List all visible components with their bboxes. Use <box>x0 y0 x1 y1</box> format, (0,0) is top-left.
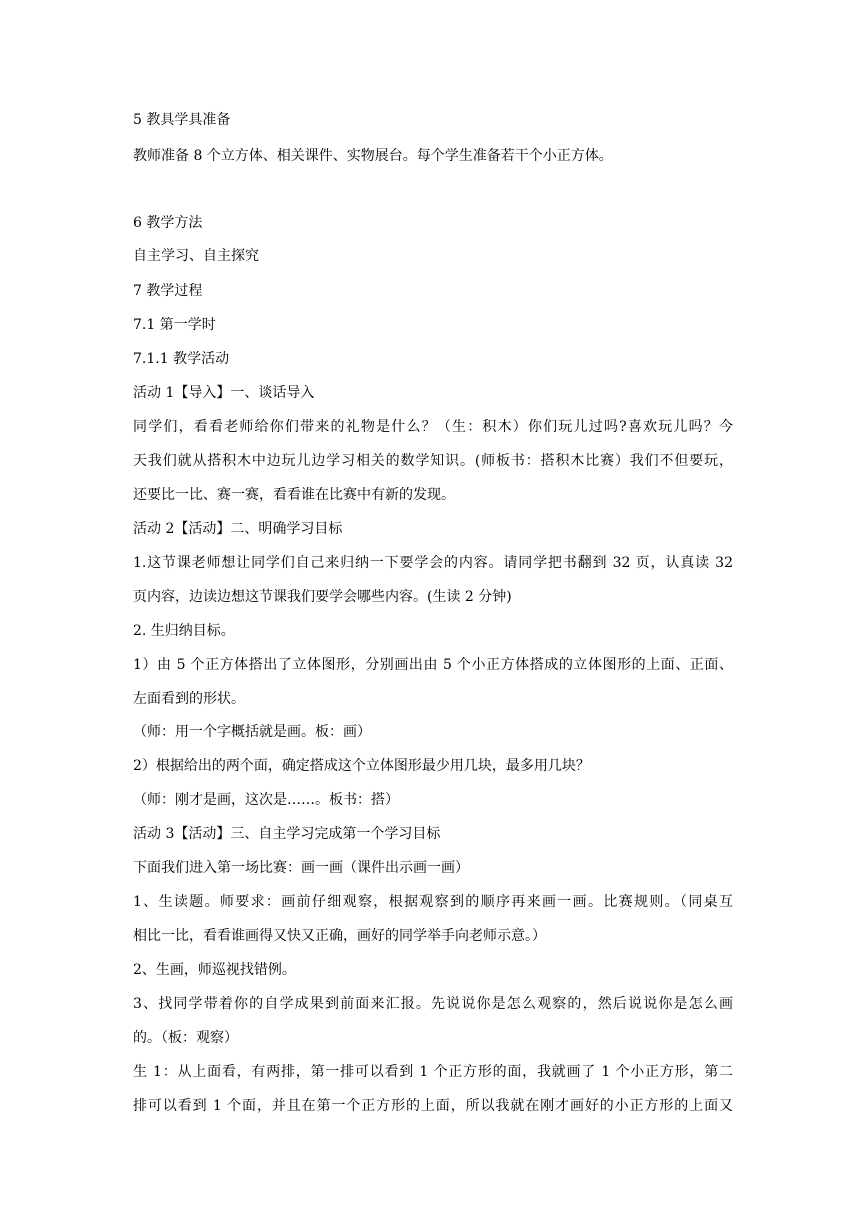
paragraph-line: 天我们就从搭积木中边玩儿边学习相关的数学知识。(师板书：搭积木比赛）我们不但要玩， <box>133 453 733 469</box>
paragraph-line: （师：用一个字概括就是画。板：画） <box>133 724 371 740</box>
paragraph-line: 下面我们进入第一场比赛：画一画（课件出示画一画） <box>133 860 469 876</box>
section-heading-materials: 5 教具学具准备 <box>133 112 231 128</box>
subsection-heading: 7.1.1 教学活动 <box>133 351 230 367</box>
paragraph-line: 同学们，看看老师给你们带来的礼物是什么？（生：积木）你们玩儿过吗?喜欢玩儿吗？今 <box>133 419 733 435</box>
paragraph-line: 1）由 5 个正方体搭出了立体图形，分别画出由 5 个小正方体搭成的立体图形的上面、正面、 <box>133 657 733 673</box>
paragraph-line: 生 1：从上面看，有两排，第一排可以看到 1 个正方形的面，我就画了 1 个小正方形，第二 <box>133 1064 733 1080</box>
paragraph-line: 排可以看到 1 个面，并且在第一个正方形的上面，所以我就在刚才画好的小正方形的上面又 <box>133 1098 733 1114</box>
section-heading-methods: 6 教学方法 <box>133 215 203 231</box>
activity-heading: 活动 1【导入】一、谈话导入 <box>133 385 315 401</box>
paragraph-line: 3、找同学带着你的自学成果到前面来汇报。先说说你是怎么观察的，然后说说你是怎么画 <box>133 996 733 1012</box>
subsection-heading: 7.1 第一学时 <box>133 317 216 333</box>
paragraph-line: 的。（板：观察） <box>133 1030 238 1046</box>
paragraph-line: 自主学习、自主探究 <box>133 248 259 264</box>
activity-heading: 活动 2【活动】二、明确学习目标 <box>133 521 343 537</box>
paragraph-line: 相比一比，看看谁画得又快又正确，画好的同学举手向老师示意。） <box>133 928 546 944</box>
activity-heading: 活动 3【活动】三、自主学习完成第一个学习目标 <box>133 826 441 842</box>
paragraph-line: 1.这节课老师想让同学们自己来归纳一下要学会的内容。请同学把书翻到 32 页，认真读 32 <box>133 555 733 571</box>
paragraph-line: （师：刚才是画，这次是……。板书：搭） <box>133 792 399 808</box>
paragraph-line: 2. 生归纳目标。 <box>133 623 235 639</box>
paragraph-line: 2）根据给出的两个面，确定搭成这个立体图形最少用几块，最多用几块？ <box>133 758 590 774</box>
paragraph-line: 2、生画，师巡视找错例。 <box>133 962 296 978</box>
paragraph-line: 页内容，边读边想这节课我们要学会哪些内容。(生读 2 分钟) <box>133 589 512 605</box>
paragraph-line: 1、生读题。师要求：画前仔细观察，根据观察到的顺序再来画一画。比赛规则。（同桌互 <box>133 894 733 910</box>
paragraph-line: 教师准备 8 个立方体、相关课件、实物展台。每个学生准备若干个小正方体。 <box>133 148 613 164</box>
paragraph-line: 左面看到的形状。 <box>133 691 245 707</box>
paragraph-line: 还要比一比、赛一赛，看看谁在比赛中有新的发现。 <box>133 487 455 503</box>
section-heading-process: 7 教学过程 <box>133 283 203 299</box>
